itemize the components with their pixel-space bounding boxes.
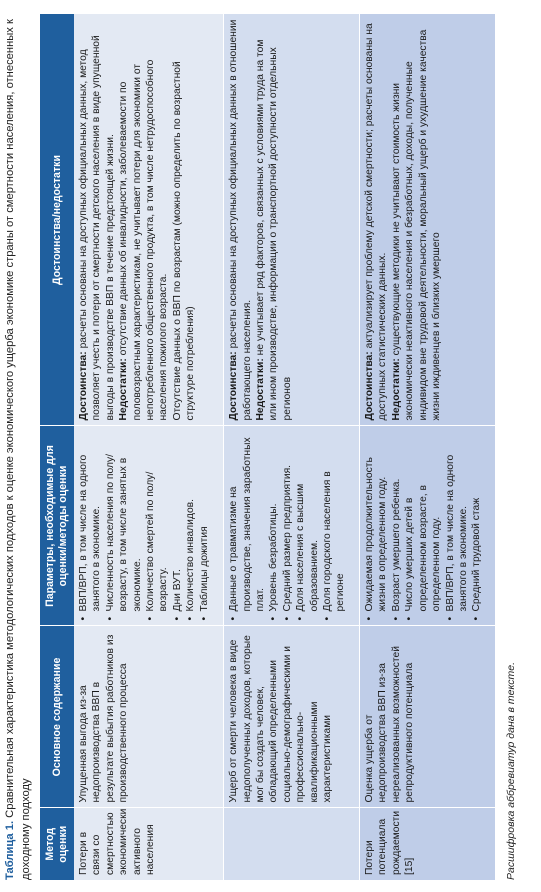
cell-eval [224, 14, 360, 426]
cell-eval [360, 14, 496, 426]
caption-text: Сравнительная характеристика методологических подходов к оценке экономического ущерба экономике страны от смертности населения, отнесенных к доходному подходу [4, 19, 32, 880]
eval-label: Недостатки: [118, 358, 130, 421]
header-params: Параметры, необходимые для оценки/методы оценки [40, 426, 74, 626]
list-item: • Данные о травматизме на производстве, значения заработных плат. [227, 432, 267, 621]
eval-paragraph [254, 20, 294, 421]
cell-content: Оценка ущерба от недопроизводства ВВП из-за нереализованных возможностей репродуктивного потенциала [360, 626, 496, 808]
table-caption [2, 12, 34, 880]
header-content: Основное содержание [40, 626, 74, 808]
eval-paragraph [227, 20, 254, 421]
list-item: • ВВП/ВРП, в том числе на одного занятого в экономике. [77, 432, 104, 621]
list-item: • Ожидаемая продолжительность жизни в определенном году. [363, 432, 390, 621]
table-row [224, 14, 360, 880]
cell-content: Упущенная выгода из-за недопроизводства ВВП в результате выбытия работников из производственного процесса [74, 626, 224, 808]
eval-text: Отсутствие данных о ВВП по возрастам (можно определить по возрастной структуре потребления) [171, 61, 197, 421]
eval-text: существующие методики не учитывают стоимость жизни экономически неактивного населения и безработных, доходы, полученные индивидом вне трудовой деятельности, моральный ущерб и ухудшение качества жизни иждивенцев и близких умершего [390, 29, 443, 421]
list-item: • Таблицы дожития [198, 432, 211, 621]
eval-label: Недостатки: [390, 358, 402, 421]
cell-params [360, 426, 496, 626]
list-item: • Количество смертей по полу/возрасту. [144, 432, 171, 621]
list-item: • Доля городского населения в регионе [321, 432, 348, 621]
list-item: • Средний трудовой стаж [470, 432, 483, 621]
list-item: • Уровень безработицы. [267, 432, 280, 621]
cell-method [224, 808, 360, 880]
eval-text: расчеты основаны на доступных официальных данных, метод позволяет учесть и потери от смертности детского населения в виде упущенной выгоды в производстве ВВП в течение предстоящей жизни. [78, 35, 116, 421]
eval-text: отсутствие данных об инвалидности, заболеваемости по половозрастным характеристикам, не учитывает потери для экономики от непотребленного общественного продукта, в том числе нетрудоспособного населения пожилого возраста. [118, 59, 170, 421]
footnote: Расшифровка аббревиатур дана в тексте. [505, 661, 517, 880]
eval-label: Недостатки: [254, 358, 266, 421]
cell-params [224, 426, 360, 626]
eval-paragraph [390, 20, 444, 421]
cell-eval [74, 14, 224, 426]
table-row [74, 14, 224, 880]
list-item: • Число умерших детей в определенном возрасте, в определенном году. [403, 432, 443, 621]
caption-label: Таблица 1. [4, 820, 16, 880]
list-item: • Возраст умершего ребенка. [390, 432, 403, 621]
eval-label: Достоинства: [78, 351, 89, 421]
eval-label: Достоинства: [228, 351, 240, 421]
list-item: • Средний размер предприятия. [281, 432, 294, 621]
list-item: • Количество инвалидов. [184, 432, 197, 621]
eval-text: не учитывает ряд факторов, связанных с условиями труда на том или ином производстве, информации о транспортной доступности отдельных регионов [254, 39, 293, 421]
header-method: Метод оценки [40, 808, 74, 880]
cell-params [74, 426, 224, 626]
table-row [360, 14, 496, 880]
eval-paragraph [171, 20, 198, 421]
table-header-row [40, 14, 74, 880]
list-item: • Доля населения с высшим образованием. [294, 432, 321, 621]
list-item: • Численность населения по полу/возрасту, в том числе занятых в экономике. [104, 432, 144, 621]
eval-text: расчеты основаны на доступных официальных данных в отношении работающего населения. [228, 19, 253, 421]
comparison-table [40, 14, 496, 881]
eval-paragraph [117, 20, 171, 421]
header-eval: Достоинства/недостатки [40, 14, 74, 426]
eval-paragraph [77, 20, 117, 421]
eval-paragraph [363, 20, 390, 421]
eval-label: Достоинства: [364, 351, 376, 421]
cell-method: Потери в связи со смертностью экономически активного населения [74, 808, 224, 880]
cell-content: Ущерб от смерти человека в виде недополученных доходов, которые мог бы создать человек, обладающий определенными социально-демографическими и профессионально-квалификационными характеристиками [224, 626, 360, 808]
list-item: • Дни ВУТ. [171, 432, 184, 621]
eval-text: актуализирует проблему детской смертности; расчеты основаны на доступных статистических данных. [364, 23, 389, 421]
cell-method: Потери потенциала рождаемости [15] [360, 808, 496, 880]
list-item: • ВВП/ВРП, в том числе на одного занятого в экономике. [444, 432, 471, 621]
